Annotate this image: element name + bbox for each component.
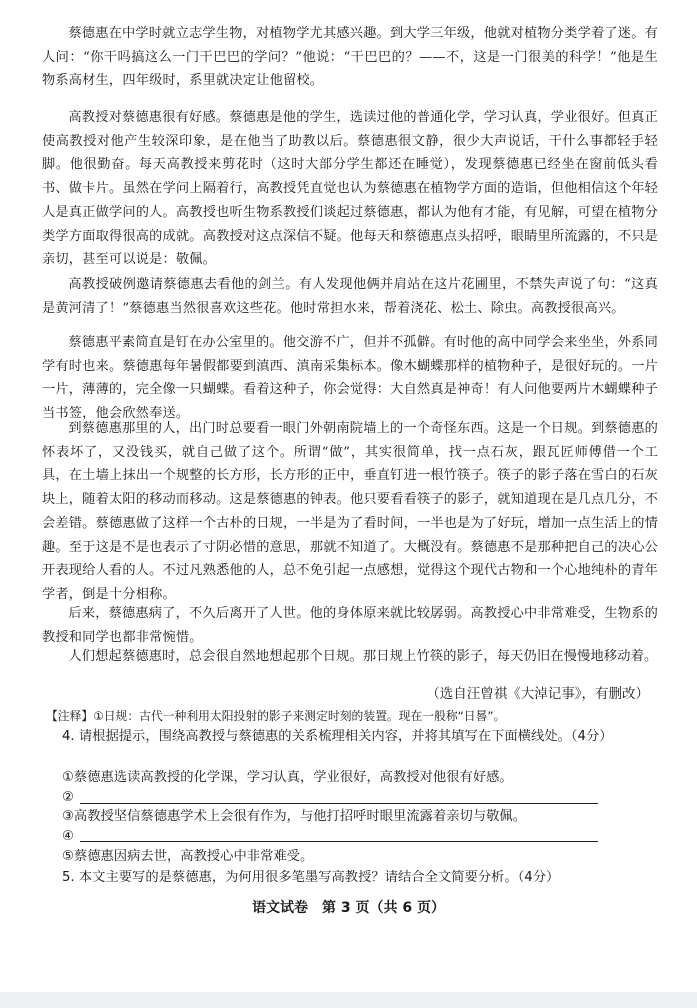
question-4-stem: 4. 请根据提示，围绕高教授与蔡德惠的关系梳理相关内容，并将其填写在下面横线处。（4分） bbox=[61, 729, 613, 744]
passage-paragraph-4: 蔡德惠平素简直是钉在办公室里的。他交游不广，但并不孤僻。有时他的高中同学会来坐坐，外系同学有时也来。蔡德惠每年暑假都要到滇西、滇南采集标本。像木蝴蝶那样的植物种子，是很好玩的。一片一片，薄薄的，完全像一只蝴蝶。看着这种子，你会觉得：大自然真是神奇！有人问他要两片木蝴蝶种子当书签，他会欣然奉送。 bbox=[42, 335, 658, 422]
passage-paragraph-1: 蔡德惠在中学时就立志学生物，对植物学尤其感兴趣。到大学三年级，他就对植物分类学着了迷。有人问：“你干吗搞这么一门干巴巴的学问？”他说：“干巴巴的？——不，这是一门很美的科学！”他是生物系高材生，四年级时，系里就决定让他留校。 bbox=[42, 26, 658, 89]
annotation-note: 【注释】①日规：古代一种利用太阳投射的影子来测定时刻的装置。现在一般称“日晷”。 bbox=[46, 709, 506, 723]
passage-paragraph-3: 高教授破例邀请蔡德惠去看他的剑兰。有人发现他俩并肩站在这片花圃里，不禁失声说了句：“这真是黄河清了！”蔡德惠当然很喜欢这些花。他时常担水来，帮着浇花、松土、除虫。高教授很高兴。 bbox=[42, 277, 658, 316]
question-4-item-3: ③高教授坚信蔡德惠学术上会很有作为，与他打招呼时眼里流露着亲切与敬佩。 bbox=[62, 809, 527, 824]
question-4-item-4-label: ④ bbox=[62, 829, 74, 844]
passage-paragraph-6: 后来，蔡德惠病了，不久后离开了人世。他的身体原来就比较孱弱。高教授心中非常难受，生物系的教授和同学也都非常惋惜。 bbox=[42, 606, 658, 645]
question-5-stem: 5. 本文主要写的是蔡德惠，为何用很多笔墨写高教授？请结合全文简要分析。（4分） bbox=[61, 870, 560, 885]
passage-paragraph-2: 高教授对蔡德惠很有好感。蔡德惠是他的学生，选读过他的普通化学，学习认真，学业很好。但真正使高教授对他产生较深印象，是在他当了助教以后。蔡德惠很文静，很少大声说话，干什么事都轻手轻脚。他很勤奋。每天高教授来剪花时（这时大部分学生都还在睡觉），发现蔡德惠已经坐在窗前低头看书、做卡片。虽然在学问上隔着行，高教授凭直觉也认为蔡德惠在植物学方面的造诣，但他相信这个年轻人是真正做学问的人。高教授也听生物系教授们谈起过蔡德惠，都认为他有才能，有见解，可望在植物分类学方面取得很高的成就。高教授对这点深信不疑。他每天和蔡德惠点头招呼，眼睛里所流露的，不只是亲切，甚至可以说是：敬佩。 bbox=[42, 110, 658, 268]
passage-source: （选自汪曾祺《大淖记事》，有删改） bbox=[426, 686, 649, 702]
passage-paragraph-5: 到蔡德惠那里的人，出门时总要看一眼门外朝南院墙上的一个奇怪东西。这是一个日规。到蔡德惠的怀表坏了，又没钱买，就自己做了这个。所谓“做”，其实很简单，找一点石灰，跟瓦匠师傅借一个工具，在土墙上抹出一个规整的长方形，长方形的正中，垂直钉进一根竹筷子。筷子的影子落在雪白的石灰块上，随着太阳的移动而移动。这是蔡德惠的钟表。他只要看看筷子的影子，就知道现在是几点几分，不会差错。蔡德惠做了这样一个古朴的日规，一半是为了看时间，一半也是为了好玩，增加一点生活上的情趣。至于这是不是也表示了寸阴必惜的意思，那就不知道了。大概没有。蔡德惠不是那种把自己的决心公开表现给人看的人。不过凡熟悉他的人，总不免引起一点感想，觉得这个现代古物和一个心地纯朴的青年学者，倒是十分相称。 bbox=[42, 421, 658, 602]
question-4-item-1: ①蔡德惠选读高教授的化学课，学习认真，学业很好，高教授对他很有好感。 bbox=[62, 770, 513, 785]
question-4-answer-line-2[interactable] bbox=[80, 803, 598, 804]
page-footer: 语文试卷 第 3 页（共 6 页） bbox=[252, 900, 445, 916]
question-4-item-2-label: ② bbox=[62, 790, 74, 805]
passage-paragraph-7: 人们想起蔡德惠时，总会很自然地想起那个日规。那日规上竹筷的影子，每天仍旧在慢慢地移动着。 bbox=[68, 649, 658, 664]
viewer-bottom-bar bbox=[0, 992, 697, 1008]
question-4-item-5: ⑤蔡德惠因病去世，高教授心中非常难受。 bbox=[62, 849, 314, 864]
question-4-answer-line-4[interactable] bbox=[80, 841, 598, 842]
